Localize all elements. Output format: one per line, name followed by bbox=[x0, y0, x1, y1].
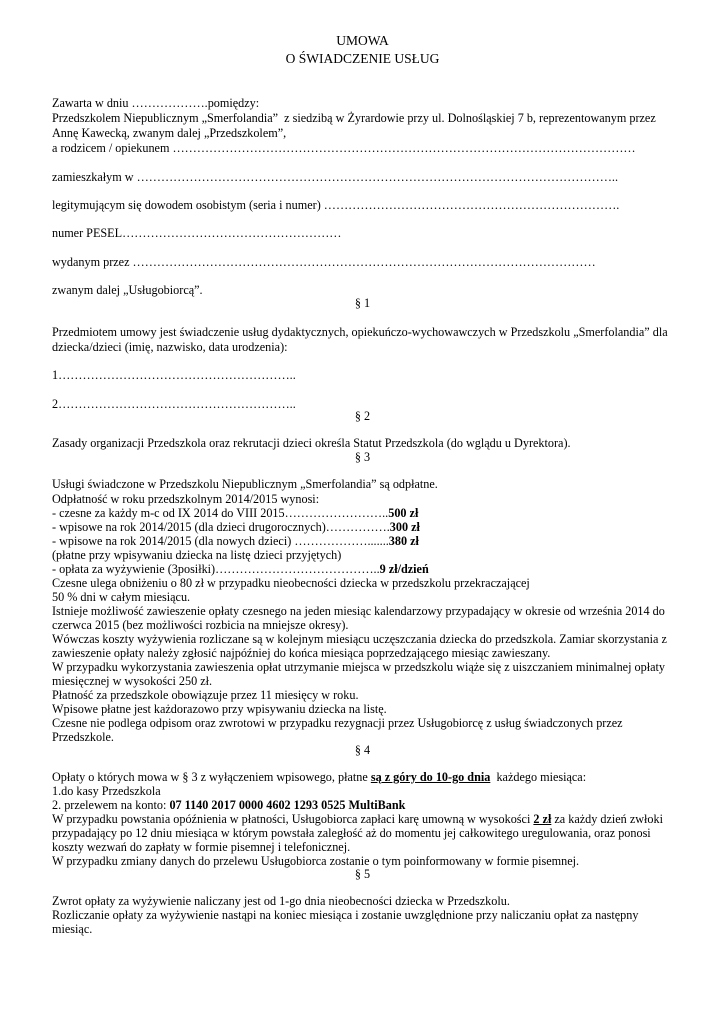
section-1-heading: § 1 bbox=[354, 296, 371, 310]
intro-id-line: legitymującym się dowodem osobistym (seria i numer) ………………………………………………………………. bbox=[52, 198, 620, 212]
section-5-heading: § 5 bbox=[354, 867, 371, 881]
section-3-line: W przypadku wykorzystania zawieszenia opłat utrzymanie miejsca w przedszkolu wiąże się z uiszczaniem minimalnej opłaty bbox=[52, 660, 665, 674]
section-5-line: miesiąc. bbox=[52, 922, 93, 936]
section-3-line: Czesne ulega obniżeniu o 80 zł w przypadku nieobecności dziecka w przedszkolu przekraczającej bbox=[52, 576, 530, 590]
section-3-line: Istnieje możliwość zawieszenie opłaty czesnego na jeden miesiąc kalendarzowy przypadający w okresie od września 2014 do bbox=[52, 604, 665, 618]
section-4-line: koszty wezwań do zapłaty w formie pisemnej i telefonicznej. bbox=[52, 840, 351, 854]
intro-address-line: zamieszkałym w ……………………………………………………………………………………………………….. bbox=[52, 170, 619, 184]
section-4-line: 1.do kasy Przedszkola bbox=[52, 784, 161, 798]
section-1-line: Przedmiotem umowy jest świadczenie usług dydaktycznych, opiekuńczo-wychowawczych w Przedszkolu „Smerfolandia” dla bbox=[52, 325, 668, 339]
section-4-heading: § 4 bbox=[354, 743, 371, 757]
intro-representative-line: Annę Kawecką, zwanym dalej „Przedszkolem”, bbox=[52, 126, 287, 140]
section-3-line: Wpisowe płatne jest każdorazowo przy wpisywaniu dziecka na listę. bbox=[52, 702, 387, 716]
intro-client-line: zwanym dalej „Usługobiorcą”. bbox=[52, 283, 203, 297]
fee-entry-new-line: - wpisowe na rok 2014/2015 (dla nowych dzieci) ……………….......380 zł bbox=[52, 534, 419, 548]
fee-entry-new-amount: 380 zł bbox=[388, 534, 419, 548]
section-3-line: Wówczas koszty wyżywienia rozliczane są w kolejnym miesiącu uczęszczania dziecka do przedszkola. Zamiar skorzystania z bbox=[52, 632, 667, 646]
fee-entry-returning-line: - wpisowe na rok 2014/2015 (dla dzieci drugorocznych)…………….300 zł bbox=[52, 520, 420, 534]
fee-meals-amount: 9 zł/dzień bbox=[379, 562, 429, 576]
section-1-line: dziecka/dzieci (imię, nazwisko, data urodzenia): bbox=[52, 340, 288, 354]
document-title: UMOWA bbox=[336, 33, 389, 48]
section-5-line: Zwrot opłaty za wyżywienie naliczany jest od 1-go dnia nieobecności dziecka w Przedszkolu. bbox=[52, 894, 510, 908]
penalty-line: W przypadku powstania opóźnienia w płatności, Usługobiorca zapłaci karę umowną w wysokości 2 zł za każdy dzień zwłoki bbox=[52, 812, 663, 826]
section-3-line: Płatność za przedszkole obowiązuje przez 11 miesięcy w roku. bbox=[52, 688, 359, 702]
section-3-line: miesięcznej w wysokości 250 zł. bbox=[52, 674, 213, 688]
section-3-line: zawieszenie opłaty należy zgłosić najpóźniej do końca miesiąca poprzedzającego miesiąc zawieszany. bbox=[52, 646, 551, 660]
section-2-heading: § 2 bbox=[354, 409, 371, 423]
section-3-line: czerwca 2015 (bez możliwości rozbicia na mniejsze okresy). bbox=[52, 618, 349, 632]
payment-deadline: są z góry do 10-go dnia bbox=[370, 770, 491, 784]
child-2-line: 2………………………………………………….. bbox=[52, 397, 296, 411]
section-3-line: Odpłatność w roku przedszkolnym 2014/2015 wynosi: bbox=[52, 492, 320, 506]
section-3-line: Przedszkole. bbox=[52, 730, 114, 744]
section-3-line: Czesne nie podlega odpisom oraz zwrotowi w przypadku rezygnacji przez Usługobiorcę z usług świadczonych przez bbox=[52, 716, 623, 730]
document-subtitle: O ŚWIADCZENIE USŁUG bbox=[285, 51, 440, 66]
intro-parent-line: a rodzicem / opiekunem …………………………………………………………………………………………………… bbox=[52, 141, 636, 155]
fee-tuition-amount: 500 zł bbox=[388, 506, 419, 520]
section-2-line: Zasady organizacji Przedszkola oraz rekrutacji dzieci określa Statut Przedszkola (do wglądu u Dyrektora). bbox=[52, 436, 571, 450]
fee-tuition-line: - czesne za każdy m-c od IX 2014 do VIII 2015……………………..500 zł bbox=[52, 506, 419, 520]
section-5-line: Rozliczanie opłaty za wyżywienie nastąpi na koniec miesiąca i zostanie uwzględnione przy naliczaniu opłat za następny bbox=[52, 908, 639, 922]
section-4-line: przypadający po 12 dniu miesiąca w którym powstała zaległość aż do momentu jej całkowitego uregulowania, oraz ponosi bbox=[52, 826, 651, 840]
fee-entry-returning-amount: 300 zł bbox=[389, 520, 420, 534]
section-4-line: W przypadku zmiany danych do przelewu Usługobiorca zostanie o tym poinformowany w formie pisemnej. bbox=[52, 854, 580, 868]
payment-deadline-line: Opłaty o których mowa w § 3 z wyłączeniem wpisowego, płatne są z góry do 10-go dnia każdego miesiąca: bbox=[52, 770, 587, 784]
section-3-line: 50 % dni w całym miesiącu. bbox=[52, 590, 191, 604]
penalty-amount: 2 zł bbox=[533, 812, 552, 826]
child-1-line: 1………………………………………………….. bbox=[52, 368, 296, 382]
section-3-line: Usługi świadczone w Przedszkolu Niepublicznym „Smerfolandia” są odpłatne. bbox=[52, 477, 438, 491]
bank-account-line: 2. przelewem na konto: 07 1140 2017 0000 4602 1293 0525 MultiBank bbox=[52, 798, 406, 812]
section-3-heading: § 3 bbox=[354, 450, 371, 464]
bank-account-number: 07 1140 2017 0000 4602 1293 0525 MultiBank bbox=[169, 798, 406, 812]
section-3-line: (płatne przy wpisywaniu dziecka na listę dzieci przyjętych) bbox=[52, 548, 342, 562]
fee-meals-line: - opłata za wyżywienie (3posiłki)…………………………………..9 zł/dzień bbox=[52, 562, 429, 576]
intro-kindergarten-line: Przedszkolem Niepublicznym „Smerfolandia” z siedzibą w Żyrardowie przy ul. Dolnośląskiej 7 b, reprezentowanym przez bbox=[52, 111, 656, 125]
intro-issued-line: wydanym przez …………………………………………………………………………………………………… bbox=[52, 255, 596, 269]
intro-date-line: Zawarta w dniu ……………….pomiędzy: bbox=[52, 96, 260, 110]
intro-pesel-line: numer PESEL……………………………………………… bbox=[52, 226, 342, 240]
